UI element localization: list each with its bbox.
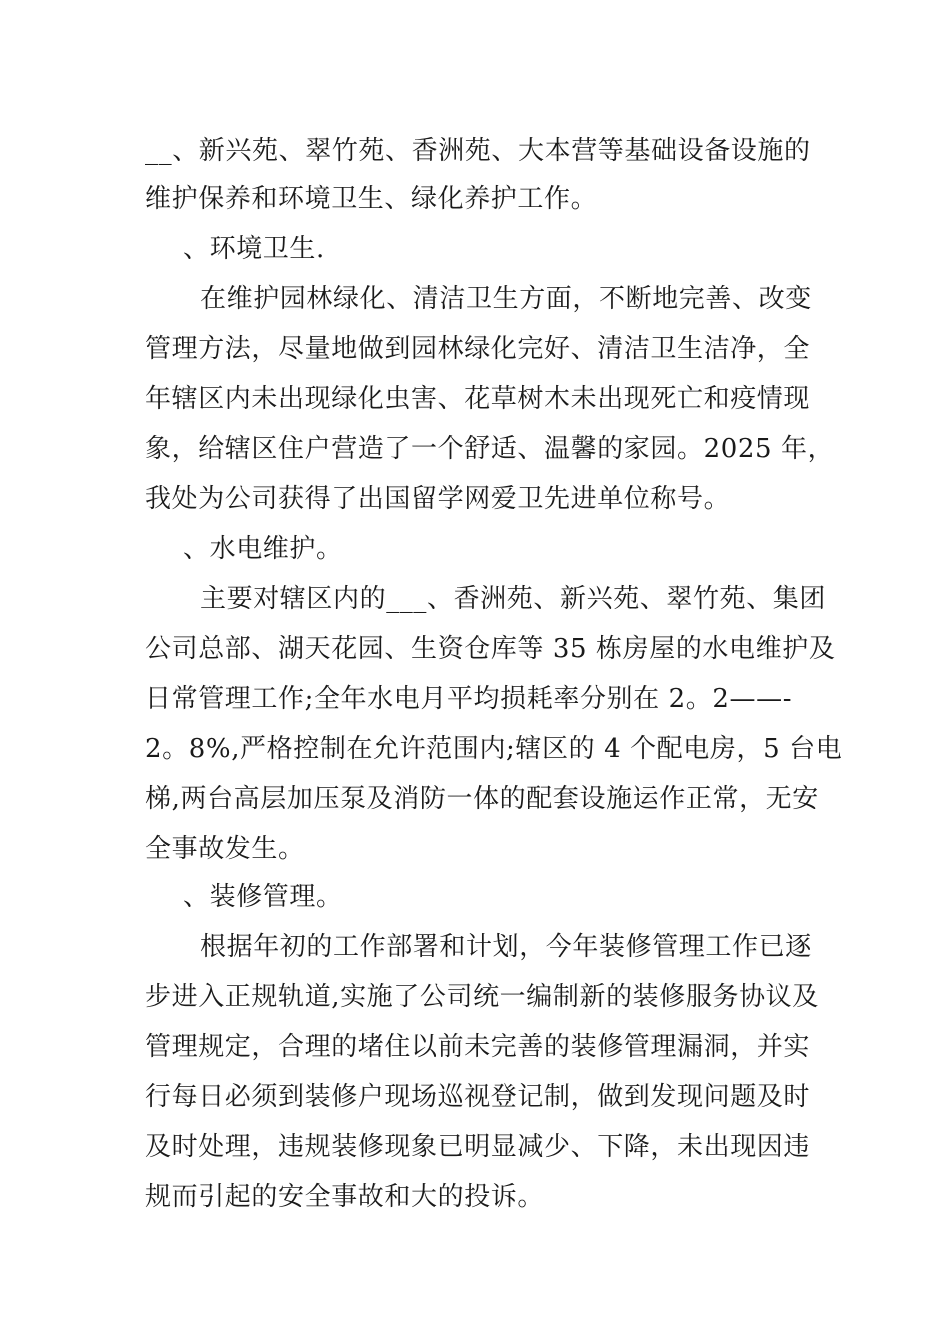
paragraph-4-line: 管理规定，合理的堵住以前未完善的装修管理漏洞，并实 xyxy=(145,1032,811,1062)
paragraph-3-line: 全事故发生。 xyxy=(145,834,305,864)
paragraph-2-line: 我处为公司获得了出国留学网爱卫先进单位称号。 xyxy=(145,484,731,514)
paragraph-3-line: 日常管理工作;全年水电月平均损耗率分别在 2。2——- xyxy=(145,684,793,714)
paragraph-3-line: 主要对辖区内的___、香洲苑、新兴苑、翠竹苑、集团 xyxy=(200,584,827,614)
paragraph-2-line: 象，给辖区住户营造了一个舒适、温馨的家园。2025 年， xyxy=(145,434,835,464)
paragraph-3-line: 公司总部、湖天花园、生资仓库等 35 栋房屋的水电维护及 xyxy=(145,634,836,664)
section-heading-renovation: 、装修管理。 xyxy=(183,882,343,912)
paragraph-4-line: 行每日必须到装修户现场巡视登记制，做到发现问题及时 xyxy=(145,1082,811,1112)
paragraph-3-line: 梯,两台高层加压泵及消防一体的配套设施运作正常，无安 xyxy=(145,784,819,814)
paragraph-2-line: 年辖区内未出现绿化虫害、花草树木未出现死亡和疫情现 xyxy=(145,384,811,414)
paragraph-2-line: 管理方法，尽量地做到园林绿化完好、清洁卫生洁净，全 xyxy=(145,334,811,364)
paragraph-3-line: 2。8%,严格控制在允许范围内;辖区的 4 个配电房，5 台电 xyxy=(145,734,843,764)
paragraph-1-line: __、新兴苑、翠竹苑、香洲苑、大本营等基础设备设施的 xyxy=(145,136,811,166)
section-heading-utilities: 、水电维护。 xyxy=(183,534,343,564)
paragraph-1-line: 维护保养和环境卫生、绿化养护工作。 xyxy=(145,184,598,214)
section-heading-sanitation: 、环境卫生. xyxy=(183,234,325,264)
paragraph-4-line: 规而引起的安全事故和大的投诉。 xyxy=(145,1182,545,1212)
paragraph-4-line: 根据年初的工作部署和计划，今年装修管理工作已逐 xyxy=(200,932,812,962)
paragraph-4-line: 步进入正规轨道,实施了公司统一编制新的装修服务协议及 xyxy=(145,982,819,1012)
paragraph-4-line: 及时处理，违规装修现象已明显减少、下降，未出现因违 xyxy=(145,1132,811,1162)
paragraph-2-line: 在维护园林绿化、清洁卫生方面，不断地完善、改变 xyxy=(200,284,812,314)
